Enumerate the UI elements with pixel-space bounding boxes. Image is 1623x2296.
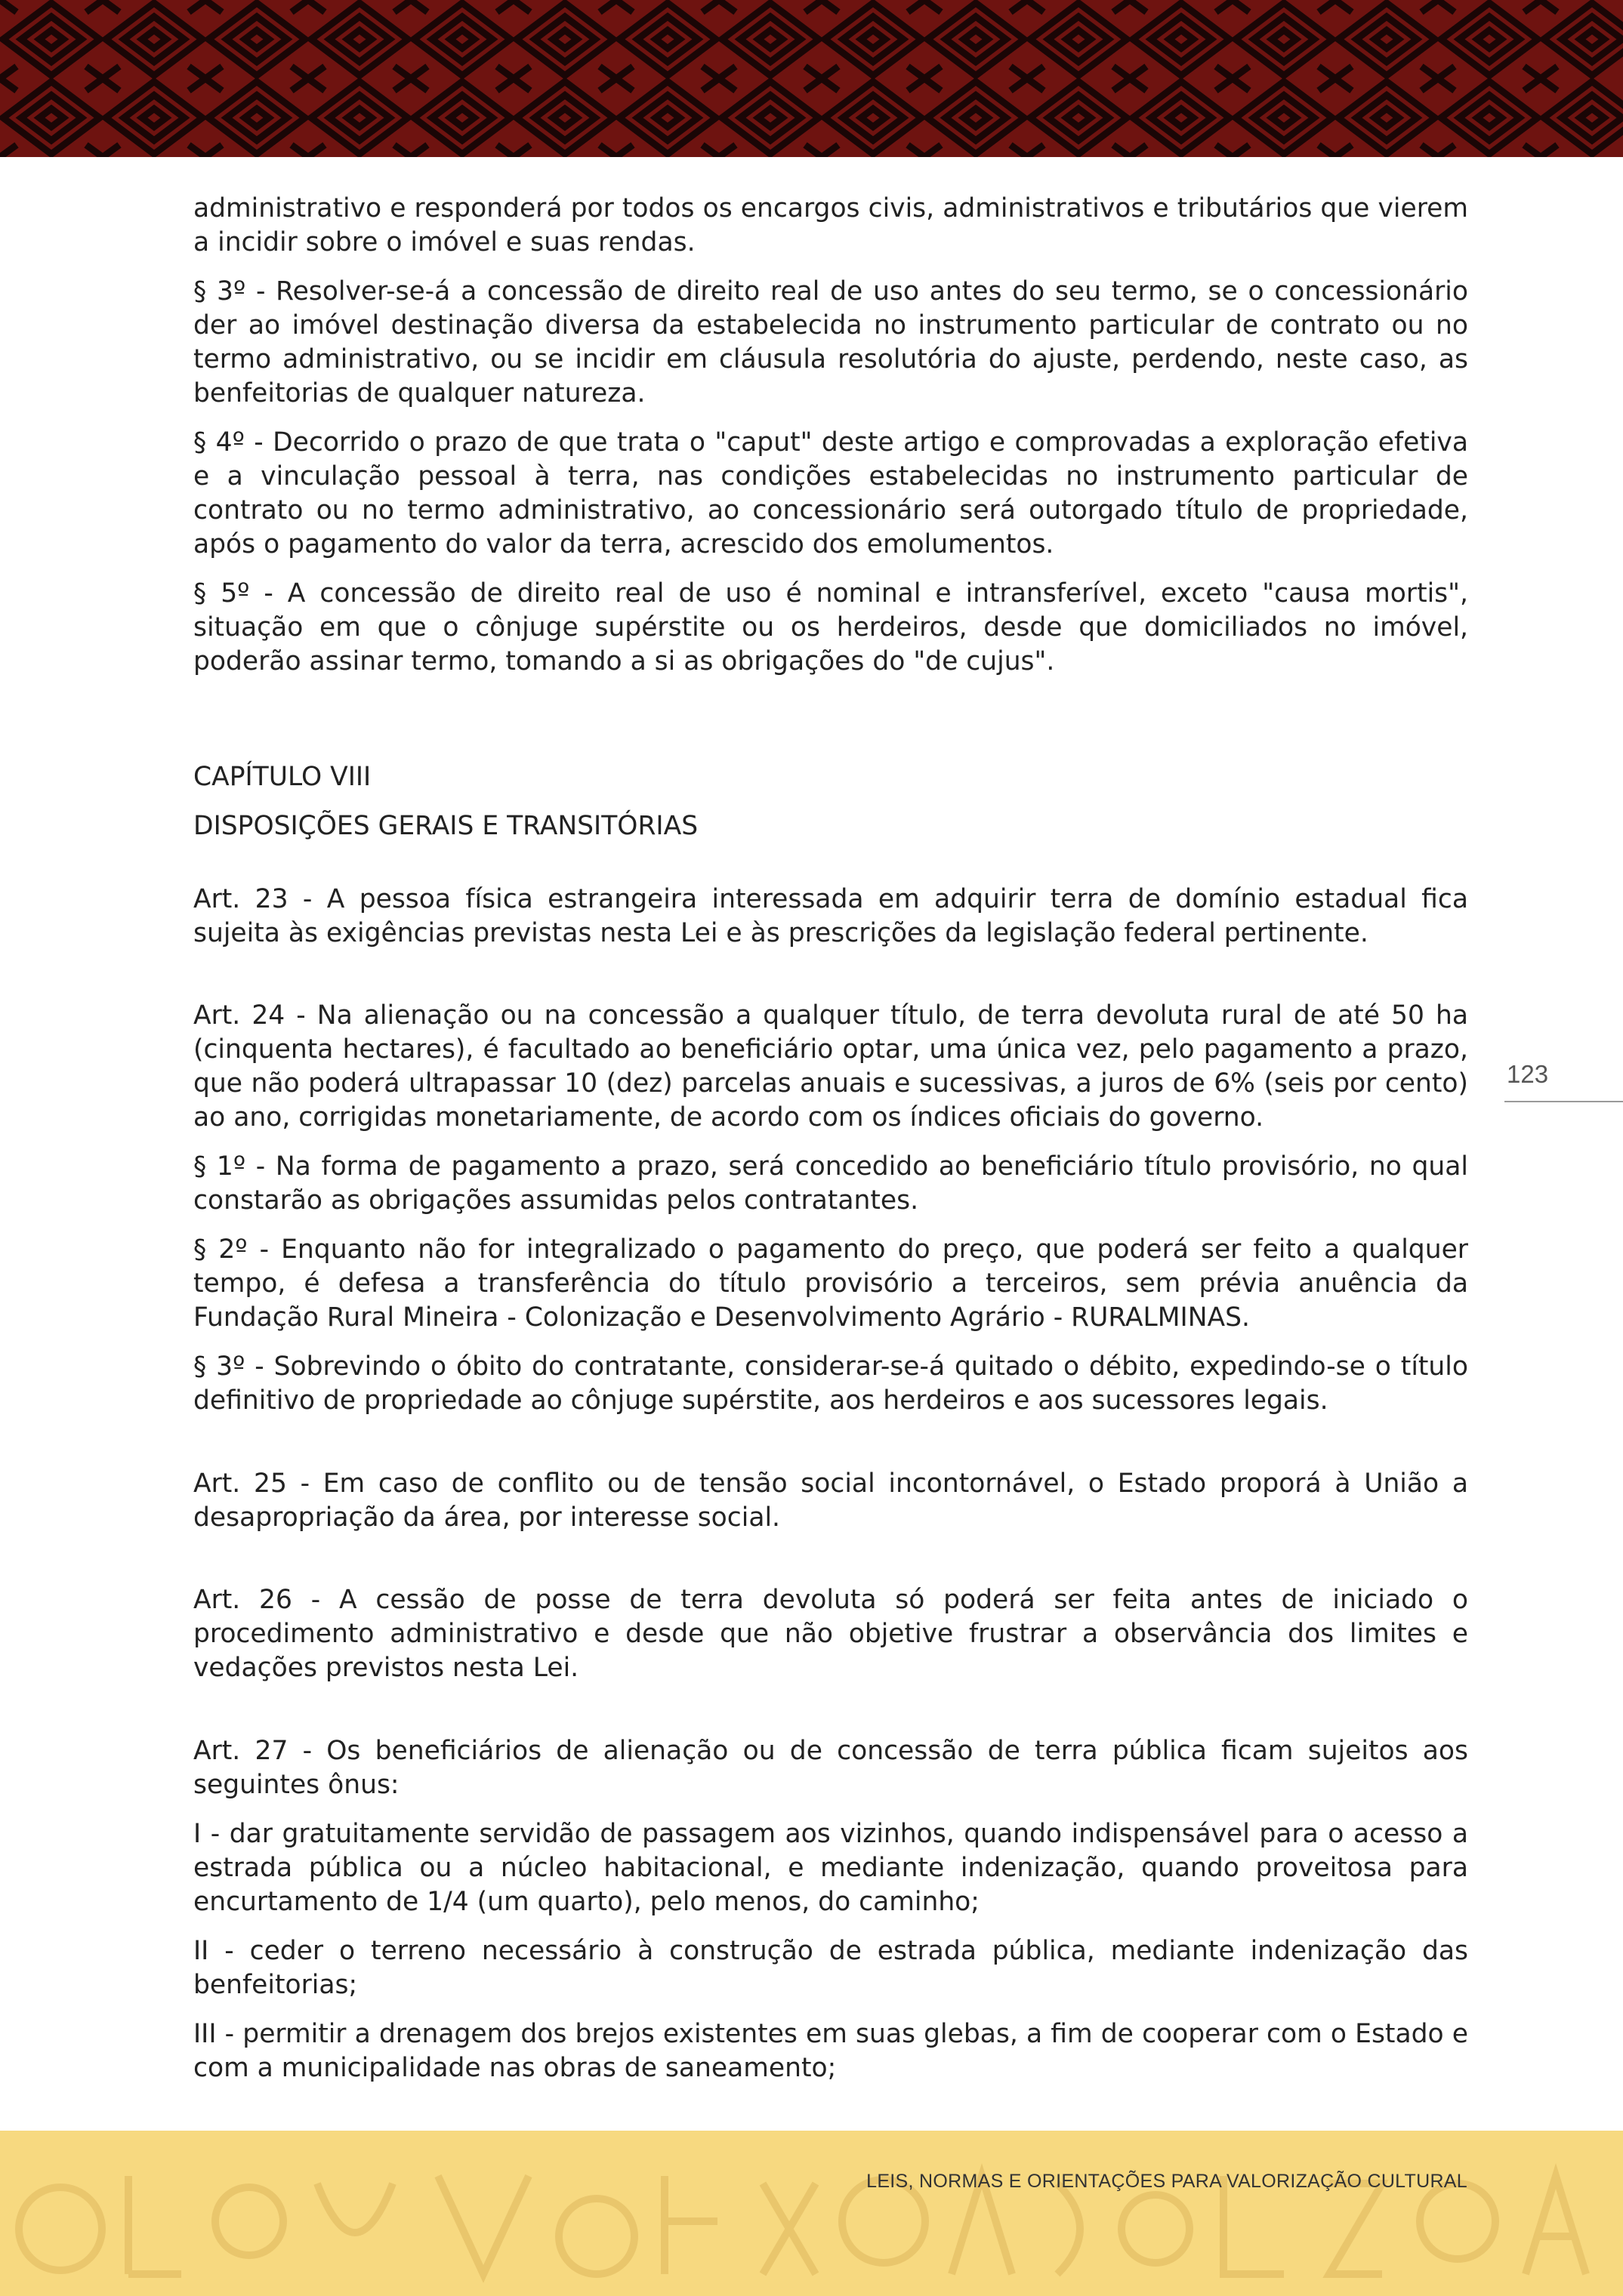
header-pattern-band — [0, 0, 1623, 157]
article-25: Art. 25 - Em caso de conflito ou de tensão social incontornável, o Estado proporá à União a desapropriação da área, por interesse social. — [193, 1469, 1468, 1533]
paragraph-5: § 5º - A concessão de direito real de uso é nominal e intransferível, exceto "causa mortis", situação em que o cônjuge supérstite ou os herdeiros, desde que domiciliados no imóvel, poderão assinar termo, tomando a si as obrigações do "de cujus". — [193, 578, 1468, 676]
chapter-title: DISPOSIÇÕES GERAIS E TRANSITÓRIAS — [193, 811, 699, 841]
article-24-paragraph-2: § 2º - Enquanto não for integralizado o pagamento do preço, que poderá ser feito a qualquer tempo, é defesa a transferência do título provisório a terceiros, sem prévia anuência da Fundação Rural Mineira - Colonização e Desenvolvimento Agrário - RURALMINAS. — [193, 1234, 1468, 1333]
article-24-paragraph-3: § 3º - Sobrevindo o óbito do contratante, considerar-se-á quitado o débito, expedindo-se o título definitivo de propriedade ao cônjuge supérstite, aos herdeiros e aos sucessores legais. — [193, 1351, 1468, 1416]
geometric-pattern-icon — [0, 0, 1623, 157]
article-24: Art. 24 - Na alienação ou na concessão a qualquer título, de terra devoluta rural de até 50 ha (cinquenta hectares), é facultado ao beneficiário optar, uma única vez, pelo pagamento a prazo, que não poderá ultrapassar 10 (dez) parcelas anuais e sucessivas, a juros de 6% (seis por cento) ao ano, corrigidas monetariamente, de acordo com os índices oficiais do governo. — [193, 1000, 1468, 1133]
article-26: Art. 26 - A cessão de posse de terra devoluta só poderá ser feita antes de iniciado o procedimento administrativo e desde que não objetive frustrar a observância dos limites e vedações previstos nesta Lei. — [193, 1585, 1468, 1683]
article-27-item-iii: III - permitir a drenagem dos brejos existentes em suas glebas, a fim de cooperar com o Estado e com a municipalidade nas obras de saneamento; — [193, 2019, 1468, 2083]
article-27-item-ii: II - ceder o terreno necessário à construção de estrada pública, mediante indenização das benfeitorias; — [193, 1936, 1468, 2000]
paragraph: administrativo e responderá por todos os encargos civis, administrativos e tributários que vierem a incidir sobre o imóvel e suas rendas. — [193, 193, 1468, 257]
page-body — [193, 192, 1468, 2100]
page-number: 123 — [1507, 1060, 1549, 1088]
glyph-pattern-icon — [0, 2131, 1623, 2296]
chapter-number: CAPÍTULO VIII — [193, 762, 372, 792]
paragraph-3: § 3º - Resolver-se-á a concessão de direito real de uso antes do seu termo, se o concessionário der ao imóvel destinação diversa da estabelecida no instrumento particular de contrato ou no termo administrativo, ou se incidir em cláusula resolutória do ajuste, perdendo, neste caso, as benfeitorias de qualquer natureza. — [193, 276, 1468, 408]
article-23: Art. 23 - A pessoa física estrangeira interessada em adquirir terra de domínio estadual fica sujeita às exigências previstas nesta Lei e às prescrições da legislação federal pertinente. — [193, 884, 1468, 948]
footer-title: LEIS, NORMAS E ORIENTAÇÕES PARA VALORIZAÇÃO CULTURAL — [866, 2171, 1467, 2192]
footer-pattern-band — [0, 2131, 1623, 2296]
article-27-item-i: I - dar gratuitamente servidão de passagem aos vizinhos, quando indispensável para o acesso a estrada pública ou a núcleo habitacional, e mediante indenização, quando proveitosa para encurtamento de 1/4 (um quarto), pelo menos, do caminho; — [193, 1819, 1468, 1917]
article-27: Art. 27 - Os beneficiários de alienação ou de concessão de terra pública ficam sujeitos aos seguintes ônus: — [193, 1736, 1468, 1800]
paragraph-4: § 4º - Decorrido o prazo de que trata o "caput" deste artigo e comprovadas a exploração efetiva e a vinculação pessoal à terra, nas condições estabelecidas no instrumento particular de contrato ou no termo administrativo, ao concessionário será outorgado título de propriedade, após o pagamento do valor da terra, acrescido dos emolumentos. — [193, 427, 1468, 559]
article-24-paragraph-1: § 1º - Na forma de pagamento a prazo, será concedido ao beneficiário título provisório, no qual constarão as obrigações assumidas pelos contratantes. — [193, 1151, 1468, 1216]
page-number-rule — [1504, 1101, 1623, 1102]
